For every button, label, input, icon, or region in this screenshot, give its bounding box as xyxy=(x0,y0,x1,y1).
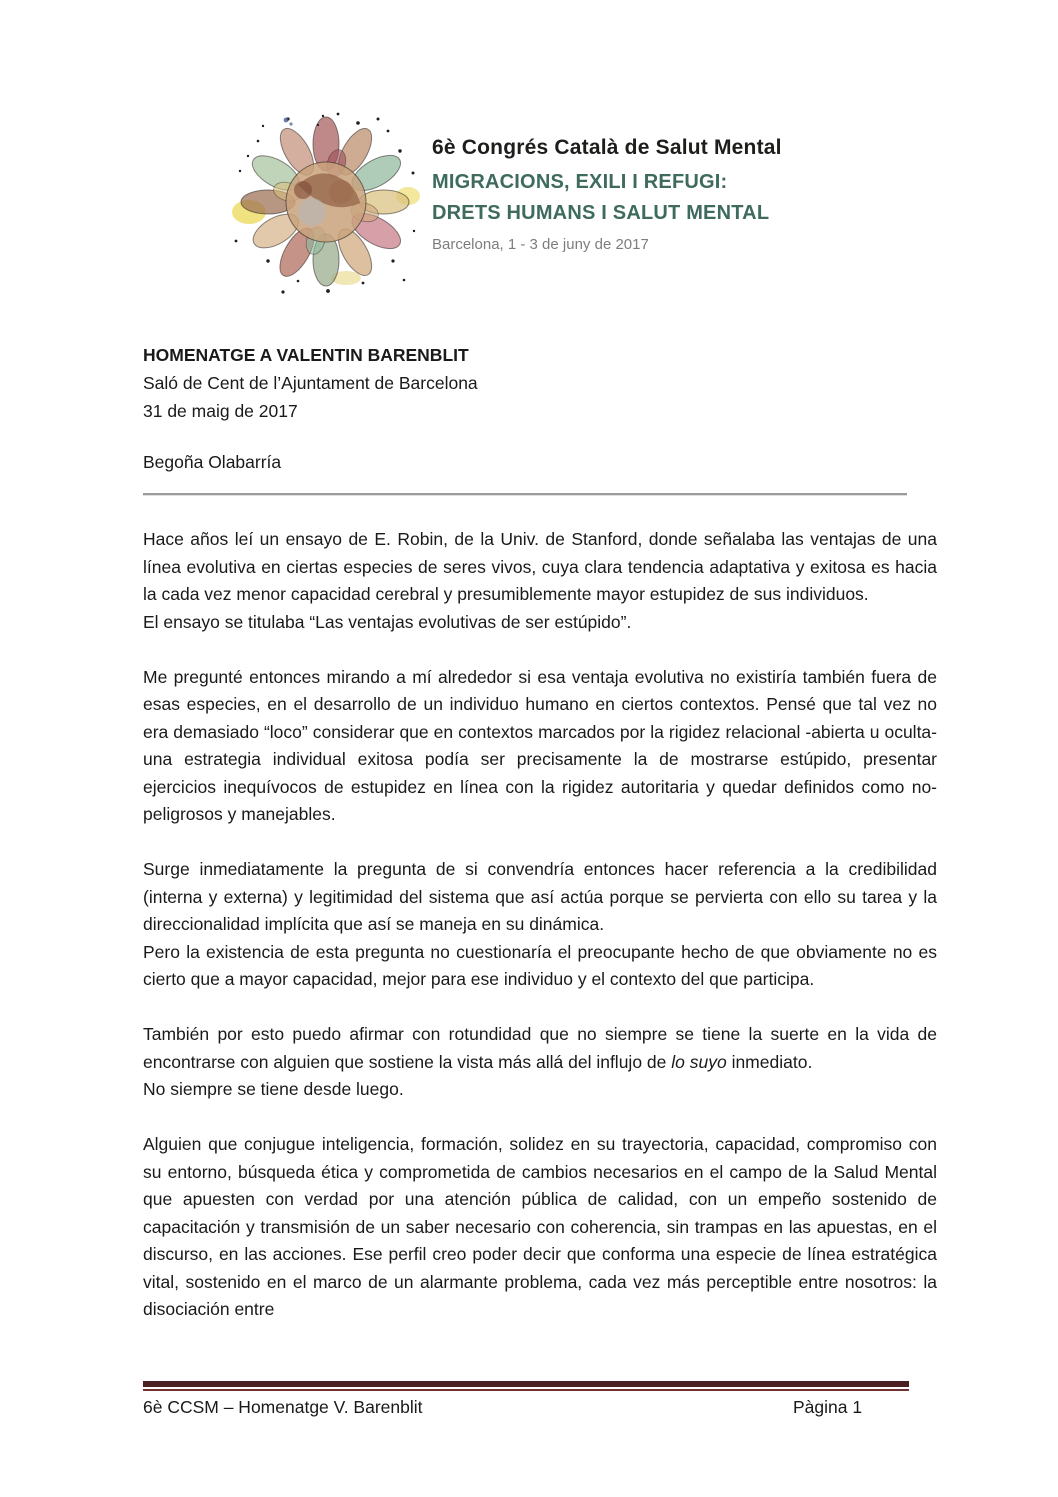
document-body xyxy=(143,526,937,1324)
paragraph: Alguien que conjugue inteligencia, formación, solidez en su trayectoria, capacidad, compromiso con su entorno, búsqueda ética y comprometida de cambios necesarios en el campo de la Salud Mental que apuesten con verdad por una atención pública de calidad, con un empeño sostenido de capacitación y transmisión de un saber necesario con coherencia, sin trampas en las apuestas, en el discurso, en las acciones. Ese perfil creo poder decir que conforma una especie de línea estratégica vital, sostenido en el marco de un alarmante problema, cada vez más perceptible entre nosotros: la disociación entre xyxy=(143,1134,937,1319)
congress-theme-line1: MIGRACIONS, EXILI I REFUGI: xyxy=(432,171,728,193)
document-date: 31 de maig de 2017 xyxy=(143,401,298,421)
footer-rule-thick xyxy=(143,1381,909,1387)
paragraph: No siempre se tiene desde luego. xyxy=(143,1079,404,1099)
document-heading: HOMENATGE A VALENTIN BARENBLIT xyxy=(143,345,469,365)
paragraph-group xyxy=(143,1021,937,1104)
paragraph: Pero la existencia de esta pregunta no cuestionaría el preocupante hecho de que obviamente no es cierto que a mayor capacidad, mejor para ese individuo y el contexto del que participa. xyxy=(143,941,937,989)
congress-logo-icon xyxy=(228,110,425,298)
footer-rule-thin xyxy=(143,1389,909,1391)
footer-document-title: 6è CCSM – Homenatge V. Barenblit xyxy=(143,1397,423,1417)
congress-header-text xyxy=(432,136,782,253)
paragraph-group xyxy=(143,526,937,636)
paragraph-group xyxy=(143,664,937,829)
page-footer xyxy=(143,1381,937,1421)
footer-page-number: Pàgina 1 xyxy=(793,1397,863,1417)
paragraph: Hace años leí un ensayo de E. Robin, de la Univ. de Stanford, donde señalaba las ventajas de una línea evolutiva en ciertas especies de seres vivos, cuya clara tendencia adaptativa y exitosa es hacia la cada vez menor capacidad cerebral y presumiblemente mayor estupidez de sus individuos. xyxy=(143,529,937,604)
congress-event-date: Barcelona, 1 - 3 de juny de 2017 xyxy=(432,236,649,253)
footer-text-row xyxy=(143,1397,937,1421)
paragraph: También por esto puedo afirmar con rotundidad que no siempre se tiene la suerte en la vida de encontrarse con alguien que sostiene la vista más allá del influjo de lo suyo inmediato. xyxy=(143,1024,937,1072)
paragraph: Surge inmediatamente la pregunta de si convendría entonces hacer referencia a la credibilidad (interna y externa) y legitimidad del sistema que así actúa porque se pervierta con ello su tarea y la direccionalidad implícita que así se maneja en su dinámica. xyxy=(143,859,937,934)
congress-title: 6è Congrés Català de Salut Mental xyxy=(432,136,782,159)
paragraph: Me pregunté entonces mirando a mí alrededor si esa ventaja evolutiva no existiría también fuera de esas especies, en el desarrollo de un individuo humano en ciertos contextos. Pensé que tal vez no era demasiado “loco” considerar que en contextos marcados por la rigidez relacional -abierta u oculta- una estrategia individual exitosa podía ser precisamente la de mostrarse estúpido, presentar ejercicios inequívocos de estupidez en línea con la rigidez autoritaria y quedar definidos como no-peligrosos y manejables. xyxy=(143,666,937,824)
congress-theme-line2: DRETS HUMANS I SALUT MENTAL xyxy=(432,202,770,224)
paragraph: El ensayo se titulaba “Las ventajas evolutivas de ser estúpido”. xyxy=(143,611,632,632)
congress-header xyxy=(228,108,848,303)
document-venue: Saló de Cent de l’Ajuntament de Barcelona xyxy=(143,373,478,393)
author-divider xyxy=(143,493,907,495)
paragraph-group xyxy=(143,1131,937,1324)
paragraph-group xyxy=(143,856,937,994)
document-author: Begoña Olabarría xyxy=(143,452,282,472)
document-content xyxy=(143,341,937,1351)
